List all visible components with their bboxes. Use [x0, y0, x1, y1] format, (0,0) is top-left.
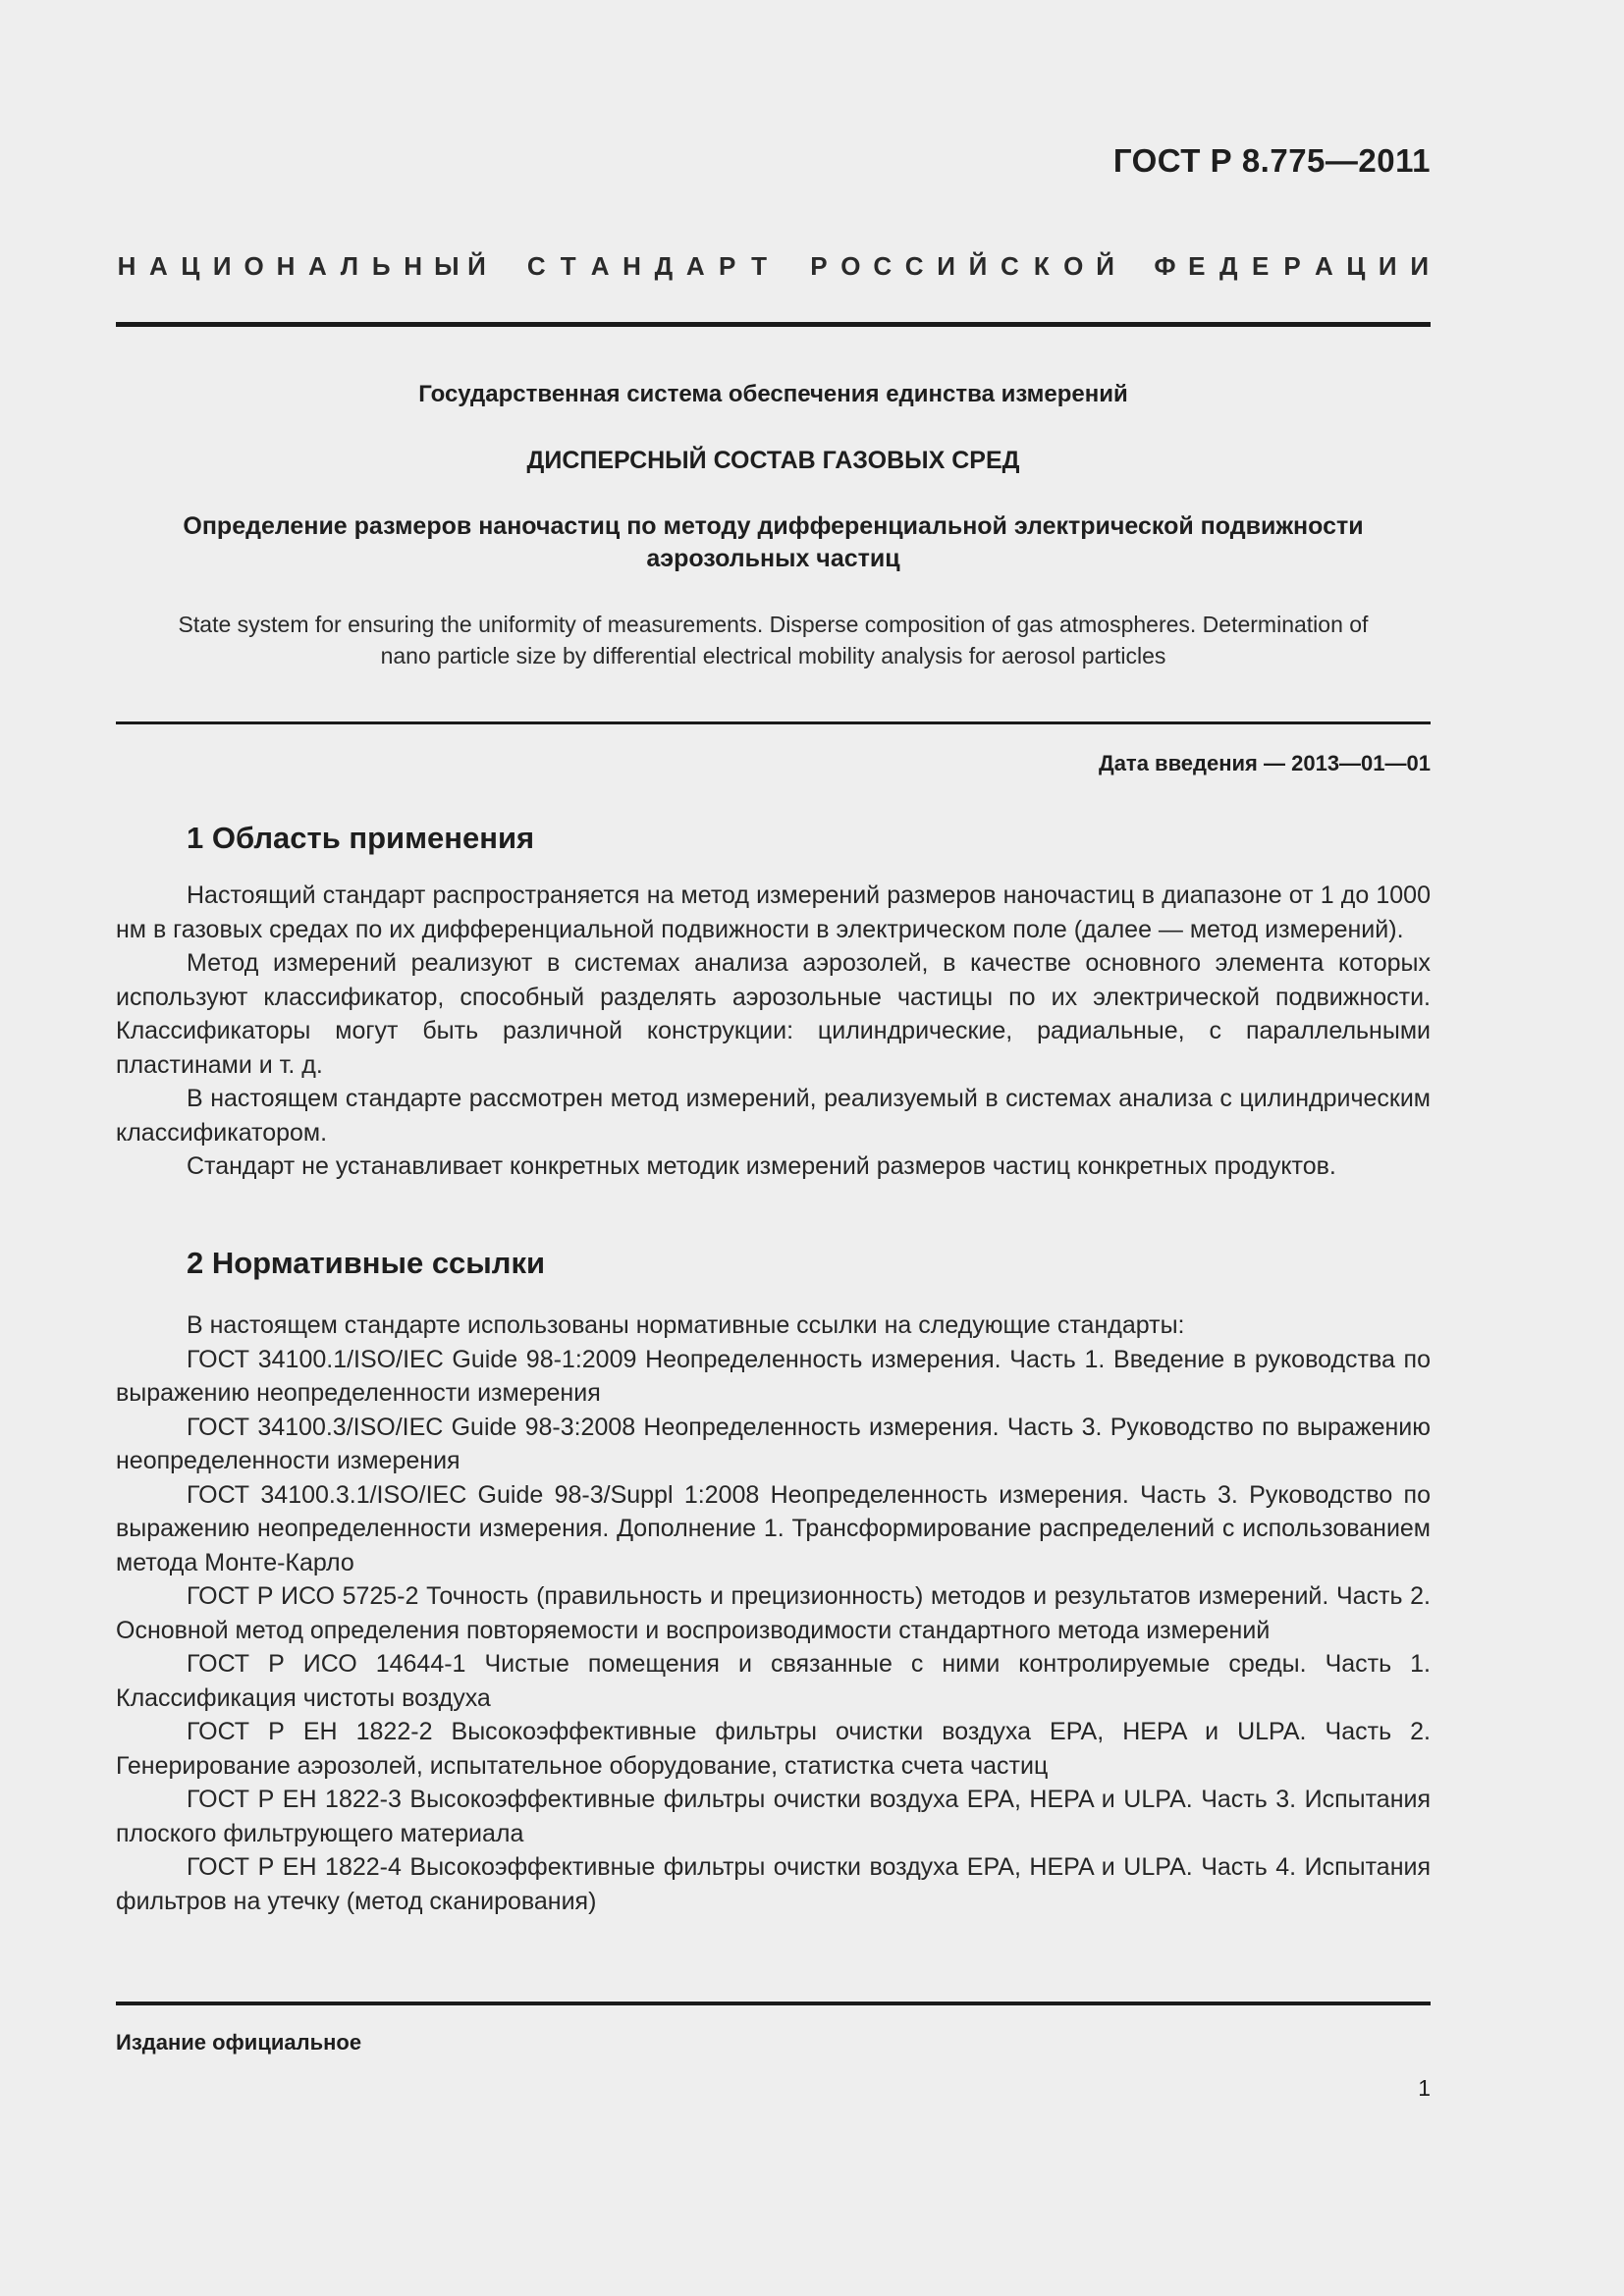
title-letter: Н: [117, 251, 136, 281]
title-letter: [498, 251, 515, 282]
paragraph: В настоящем стандарте рассмотрен метод измерений, реализуемый в системах анализа с цилиндрическим классификатором.: [116, 1085, 1431, 1147]
title-letter: О: [1063, 251, 1084, 281]
header-rule: [116, 322, 1431, 327]
title-letter: Й: [1096, 251, 1114, 281]
system-title: Государственная система обеспечения единства измерений: [418, 381, 1128, 407]
title-letter: Ц: [181, 251, 200, 281]
title-letter: А: [1315, 251, 1333, 281]
title-letter: И: [212, 251, 232, 281]
title-letter: А: [149, 251, 168, 281]
english-title-line-2: nano particle size by differential electrical mobility analysis for aerosol particles: [380, 643, 1166, 668]
reference-item: ГОСТ 34100.3.1/ISO/IEC Guide 98-3/Suppl 1:2008 Неопределенность измерения. Часть 3. Руководство по выражению неопределенности измерения. Дополнение 1. Трансформирование распределений с использованием метода Монте-Карло: [116, 1480, 1431, 1576]
footer-rule: [116, 2002, 1431, 2005]
title-block-rule: [116, 721, 1431, 724]
reference-item: ГОСТ Р ЕН 1822-3 Высокоэффективные фильтры очистки воздуха EPA, HEPA и ULPA. Часть 3. Испытания плоского фильтрующего материала: [116, 1786, 1431, 1847]
title-letter: Н: [623, 251, 641, 281]
page-number: 1: [1418, 2075, 1431, 2101]
national-standard-title: [116, 251, 1431, 282]
title-letter: Е: [1188, 251, 1206, 281]
title-letter: [1126, 251, 1144, 282]
standard-number: ГОСТ Р 8.775—2011: [1112, 142, 1431, 179]
edition-label: Издание официальное: [116, 2030, 362, 2055]
title-letter: Й: [968, 251, 988, 281]
main-title: ДИСПЕРСНЫЙ СОСТАВ ГАЗОВЫХ СРЕД: [526, 447, 1020, 474]
reference-item: ГОСТ Р ИСО 14644-1 Чистые помещения и связанные с ними контролируемые среды. Часть 1. Классификация чистоты воздуха: [116, 1650, 1431, 1712]
title-letter: О: [244, 251, 264, 281]
title-letter: С: [873, 251, 893, 281]
title-letter: С: [526, 251, 546, 281]
title-letter: Й: [467, 251, 486, 281]
paragraph: Настоящий стандарт распространяется на метод измерений размеров наночастиц в диапазоне от 1 до 1000 нм в газовых средах по их дифференциальной подвижности в электрическом поле (далее — метод измерений).: [116, 881, 1431, 943]
title-letter: Д: [654, 251, 674, 281]
title-letter: Р: [1283, 251, 1301, 281]
title-letter: С: [904, 251, 924, 281]
reference-item: ГОСТ Р ИСО 5725-2 Точность (правильность и прецизионность) методов и результатов измерений. Часть 2. Основной метод определения повторяемости и воспроизводимости стандартного метода измерений: [116, 1582, 1431, 1644]
subtitle: [116, 510, 1431, 575]
introduction-date: Дата введения — 2013—01—01: [1099, 751, 1431, 775]
title-letter: И: [1410, 251, 1429, 281]
title-letter: [781, 251, 798, 282]
title-letter: Д: [1218, 251, 1238, 281]
title-letter: Ф: [1154, 251, 1176, 281]
title-letter: И: [1378, 251, 1397, 281]
title-letter: Т: [751, 251, 768, 281]
subtitle-line-1: Определение размеров наночастиц по методу дифференциальной электрической подвижности: [183, 512, 1364, 540]
paragraph: В настоящем стандарте использованы нормативные ссылки на следующие стандарты:: [187, 1311, 1185, 1339]
english-title: [116, 609, 1431, 671]
title-letter: Л: [340, 251, 358, 281]
title-letter: Р: [719, 251, 736, 281]
title-letter: С: [1000, 251, 1019, 281]
title-letter: Е: [1251, 251, 1270, 281]
title-letter: Т: [560, 251, 576, 281]
title-letter: Ь: [371, 251, 391, 281]
title-letter: А: [308, 251, 327, 281]
title-letter: Н: [276, 251, 296, 281]
section-2-heading: 2 Нормативные ссылки: [187, 1246, 546, 1280]
reference-item: ГОСТ 34100.1/ISO/IEC Guide 98-1:2009 Неопределенность измерения. Часть 1. Введение в руководства по выражению неопределенности измерения: [116, 1345, 1431, 1407]
title-letter: И: [937, 251, 955, 281]
title-letter: Р: [810, 251, 828, 281]
reference-item: ГОСТ Р ЕН 1822-2 Высокоэффективные фильтры очистки воздуха EPA, HEPA и ULPA. Часть 2. Генерирование аэрозолей, испытательное оборудование, статистка счета частиц: [116, 1718, 1431, 1780]
paragraph: Стандарт не устанавливает конкретных методик измерений размеров частиц конкретных продуктов.: [187, 1152, 1336, 1180]
section-2-body: [116, 1308, 1431, 1918]
title-letter: О: [840, 251, 861, 281]
title-letter: Ц: [1346, 251, 1366, 281]
title-letter: А: [685, 251, 705, 281]
document-page: [116, 0, 1431, 2296]
subtitle-line-2: аэрозольных частиц: [646, 545, 900, 572]
section-1-heading: 1 Область применения: [187, 821, 535, 855]
reference-item: ГОСТ 34100.3/ISO/IEC Guide 98-3:2008 Неопределенность измерения. Часть 3. Руководство по выражению неопределенности измерения: [116, 1413, 1431, 1474]
paragraph: Метод измерений реализуют в системах анализа аэрозолей, в качестве основного элемента которых используют классификатор, способный разделять аэрозольные частицы по их электрической подвижности. Классификаторы могут быть различной конструкции: цилиндрические, радиальные, с параллельными пластинами и т. д.: [116, 949, 1431, 1079]
section-1-body: [116, 879, 1431, 1184]
title-letter: Н: [404, 251, 423, 281]
title-letter: А: [590, 251, 610, 281]
title-letter: К: [1033, 251, 1050, 281]
english-title-line-1: State system for ensuring the uniformity of measurements. Disperse composition of gas atmospheres. Determination of: [178, 612, 1369, 637]
reference-item: ГОСТ Р ЕН 1822-4 Высокоэффективные фильтры очистки воздуха EPA, HEPA и ULPA. Часть 4. Испытания фильтров на утечку (метод сканирования): [116, 1853, 1431, 1915]
title-letter: Ы: [434, 251, 460, 281]
